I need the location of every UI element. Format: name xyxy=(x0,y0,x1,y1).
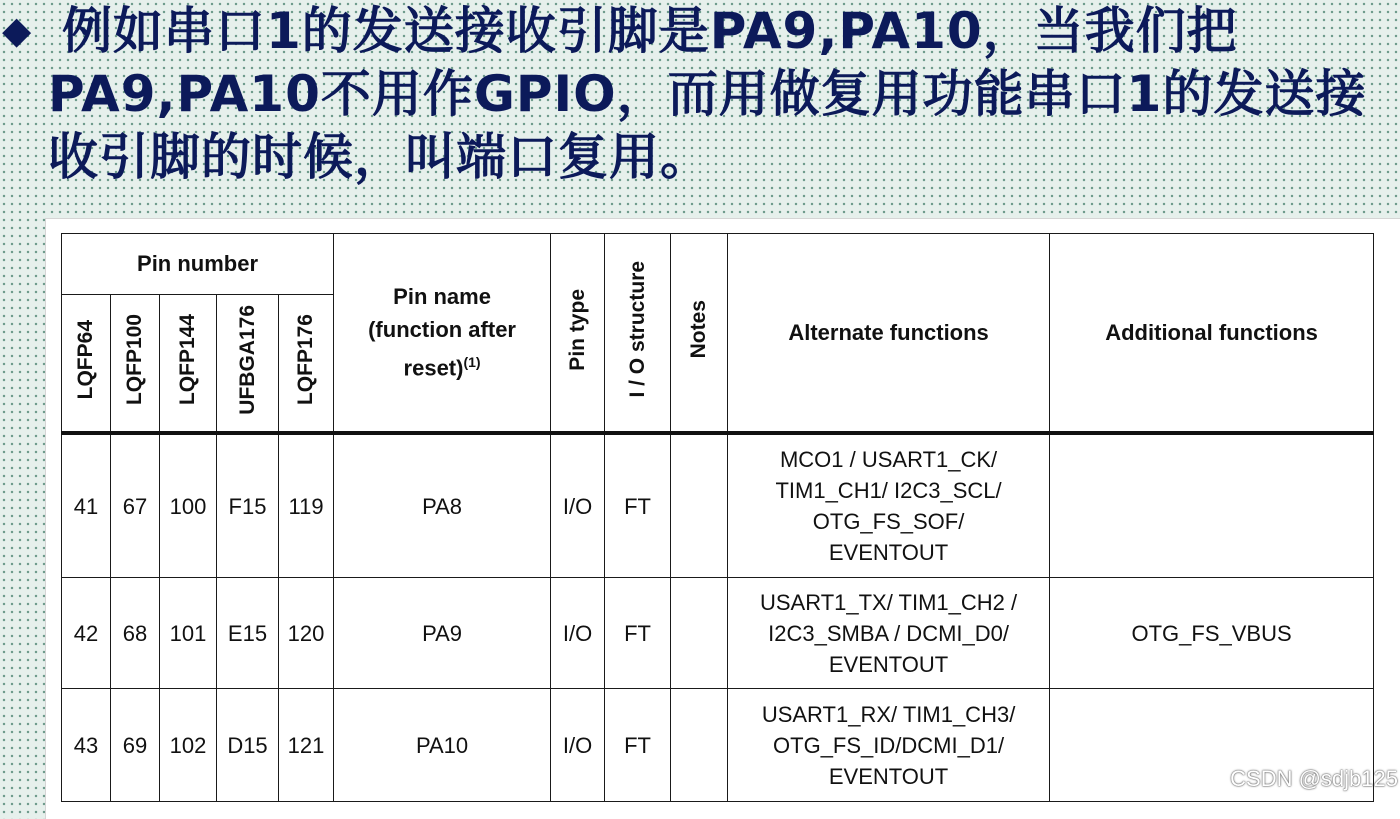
cell-ufbga176: D15 xyxy=(217,689,279,802)
package-label-lqfp64: LQFP64 xyxy=(74,320,97,400)
csdn-watermark: CSDN @sdjb125 xyxy=(1230,766,1398,791)
cell-lqfp64: 42 xyxy=(62,578,111,689)
notes-header-label: Notes xyxy=(687,300,711,359)
cell-additional-functions: OTG_FS_VBUS xyxy=(1050,578,1374,689)
alternate-function-line: EVENTOUT xyxy=(828,540,949,565)
heading-line-3: 收引脚的时候，叫端口复用。 xyxy=(48,128,711,186)
cell-ufbga176: E15 xyxy=(217,578,279,689)
cell-alternate-functions xyxy=(728,578,1050,689)
alternate-function-line: USART1_TX/ TIM1_CH2 / xyxy=(759,589,1018,615)
pin-number-header: Pin number xyxy=(62,234,334,295)
cell-notes xyxy=(671,433,728,578)
table-row-pa9 xyxy=(62,578,1374,689)
alternate-function-line: EVENTOUT xyxy=(828,763,949,789)
cell-pin-name: PA9 xyxy=(334,578,551,689)
cell-pin-type: I/O xyxy=(551,689,605,802)
pin-type-header-label: Pin type xyxy=(565,288,589,371)
cell-pin-name: PA8 xyxy=(334,433,551,578)
pin-name-footnote-mark: (1) xyxy=(463,354,481,371)
cell-lqfp100: 67 xyxy=(111,433,160,578)
cell-lqfp144: 100 xyxy=(160,433,217,578)
alternate-function-line: MCO1 / USART1_CK/ xyxy=(779,447,998,472)
cell-pin-name: PA10 xyxy=(334,689,551,802)
cell-lqfp100: 69 xyxy=(111,689,160,802)
alternate-functions-header: Alternate functions xyxy=(728,234,1050,434)
cell-lqfp176: 120 xyxy=(279,578,334,689)
io-structure-header xyxy=(605,234,671,434)
cell-notes xyxy=(671,578,728,689)
pin-name-header-line3: reset) xyxy=(403,355,464,381)
heading-line-2: PA9,PA10不用作GPIO，而用做复用功能串口1的发送接 xyxy=(48,65,1367,123)
cell-pin-type: I/O xyxy=(551,433,605,578)
package-header-lqfp100 xyxy=(111,295,160,434)
cell-io-structure: FT xyxy=(605,689,671,802)
table-row-pa10 xyxy=(62,689,1374,802)
cell-pin-type: I/O xyxy=(551,578,605,689)
pin-name-header xyxy=(334,234,551,434)
datasheet-table-panel xyxy=(46,219,1400,819)
package-header-lqfp144 xyxy=(160,295,217,434)
cell-alternate-functions xyxy=(728,433,1050,578)
cell-lqfp176: 119 xyxy=(279,433,334,578)
cell-lqfp144: 101 xyxy=(160,578,217,689)
table-row-pa8 xyxy=(62,433,1374,578)
slide-heading xyxy=(0,0,1400,220)
package-header-lqfp64 xyxy=(62,295,111,434)
additional-functions-header: Additional functions xyxy=(1050,234,1374,434)
pin-name-header-line1: Pin name xyxy=(393,284,491,310)
diamond-bullet-icon: ◆ xyxy=(2,8,32,52)
pin-definition-table xyxy=(61,233,1374,802)
package-header-lqfp176 xyxy=(279,295,334,434)
package-label-lqfp100: LQFP100 xyxy=(123,314,146,406)
alternate-function-line: OTG_FS_SOF/ xyxy=(812,509,965,534)
alternate-function-line: EVENTOUT xyxy=(828,651,949,677)
cell-alternate-functions xyxy=(728,689,1050,802)
pin-type-header xyxy=(551,234,605,434)
cell-notes xyxy=(671,689,728,802)
cell-lqfp64: 41 xyxy=(62,433,111,578)
heading-paragraph xyxy=(48,0,1400,189)
package-label-lqfp176: LQFP176 xyxy=(294,314,318,406)
alternate-function-line: I2C3_SMBA / DCMI_D0/ xyxy=(768,620,1009,646)
heading-line-1: 例如串口1的发送接收引脚是PA9,PA10，当我们把 xyxy=(62,2,1238,60)
cell-lqfp64: 43 xyxy=(62,689,111,802)
io-structure-header-label: I / O structure xyxy=(625,261,649,398)
alternate-function-line: TIM1_CH1/ I2C3_SCL/ xyxy=(775,478,1002,503)
package-label-lqfp144: LQFP144 xyxy=(176,314,199,406)
cell-io-structure: FT xyxy=(605,578,671,689)
package-header-ufbga176 xyxy=(217,295,279,434)
alternate-function-line: OTG_FS_ID/DCMI_D1/ xyxy=(773,732,1005,758)
alternate-function-line: USART1_RX/ TIM1_CH3/ xyxy=(761,701,1016,727)
notes-header xyxy=(671,234,728,434)
cell-io-structure: FT xyxy=(605,433,671,578)
table-header-row xyxy=(62,234,1374,295)
package-label-ufbga176: UFBGA176 xyxy=(235,305,259,415)
pin-name-header-line2: (function after xyxy=(368,317,516,343)
cell-additional-functions xyxy=(1050,433,1374,578)
cell-lqfp144: 102 xyxy=(160,689,217,802)
cell-lqfp100: 68 xyxy=(111,578,160,689)
cell-ufbga176: F15 xyxy=(217,433,279,578)
cell-lqfp176: 121 xyxy=(279,689,334,802)
